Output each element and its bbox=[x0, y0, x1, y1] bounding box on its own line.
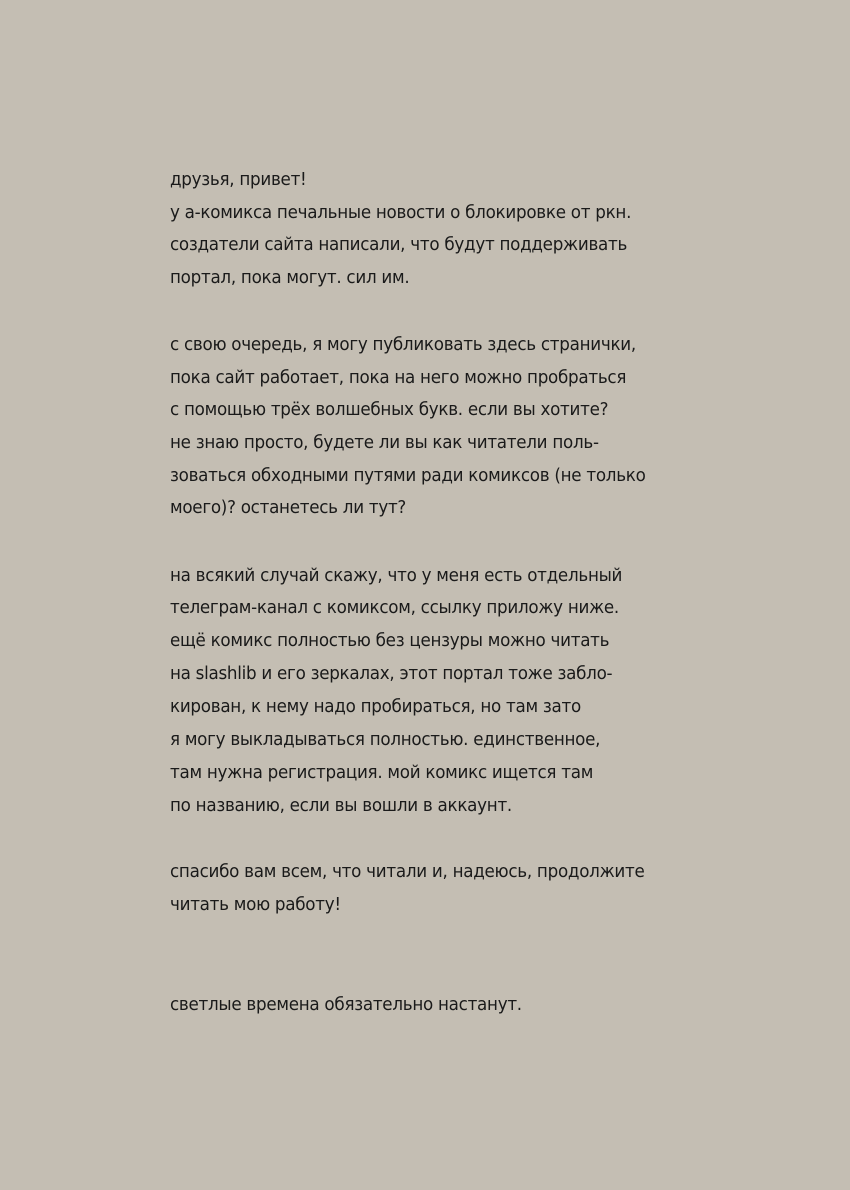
text-line: не знаю просто, будете ли вы как читатели поль- bbox=[170, 432, 599, 453]
text-line: телеграм-канал с комиксом, ссылку приложу ниже. bbox=[170, 597, 619, 618]
text-line: ещё комикс полностью без цензуры можно читать bbox=[170, 630, 610, 651]
text-line: портал, пока могут. сил им. bbox=[170, 267, 410, 288]
text-line: моего)? останетесь ли тут? bbox=[170, 497, 407, 518]
text-line: спасибо вам всем, что читали и, надеюсь, продолжите bbox=[170, 861, 645, 882]
text-line: я могу выкладываться полностью. единственное, bbox=[170, 729, 601, 750]
text-line: друзья, привет! bbox=[170, 169, 307, 190]
text-line: там нужна регистрация. мой комикс ищется там bbox=[170, 762, 594, 783]
text-line: читать мою работу! bbox=[170, 894, 341, 915]
text-line: у а-комикса печальные новости о блокировке от ркн. bbox=[170, 202, 632, 223]
text-line: зоваться обходными путями ради комиксов (не только bbox=[170, 465, 646, 486]
text-line: на slashlib и его зеркалах, этот портал тоже забло- bbox=[170, 663, 613, 684]
text-line: пока сайт работает, пока на него можно пробраться bbox=[170, 367, 627, 388]
text-line: по названию, если вы вошли в аккаунт. bbox=[170, 795, 512, 816]
text-line: создатели сайта написали, что будут поддерживать bbox=[170, 234, 628, 255]
text-line: кирован, к нему надо пробираться, но там зато bbox=[170, 696, 581, 717]
text-line: с свою очередь, я могу публиковать здесь странички, bbox=[170, 334, 636, 355]
text-line: на всякий случай скажу, что у меня есть отдельный bbox=[170, 565, 623, 586]
text-line: с помощью трёх волшебных букв. если вы хотите? bbox=[170, 399, 609, 420]
closing-line: светлые времена обязательно настанут. bbox=[170, 994, 522, 1015]
